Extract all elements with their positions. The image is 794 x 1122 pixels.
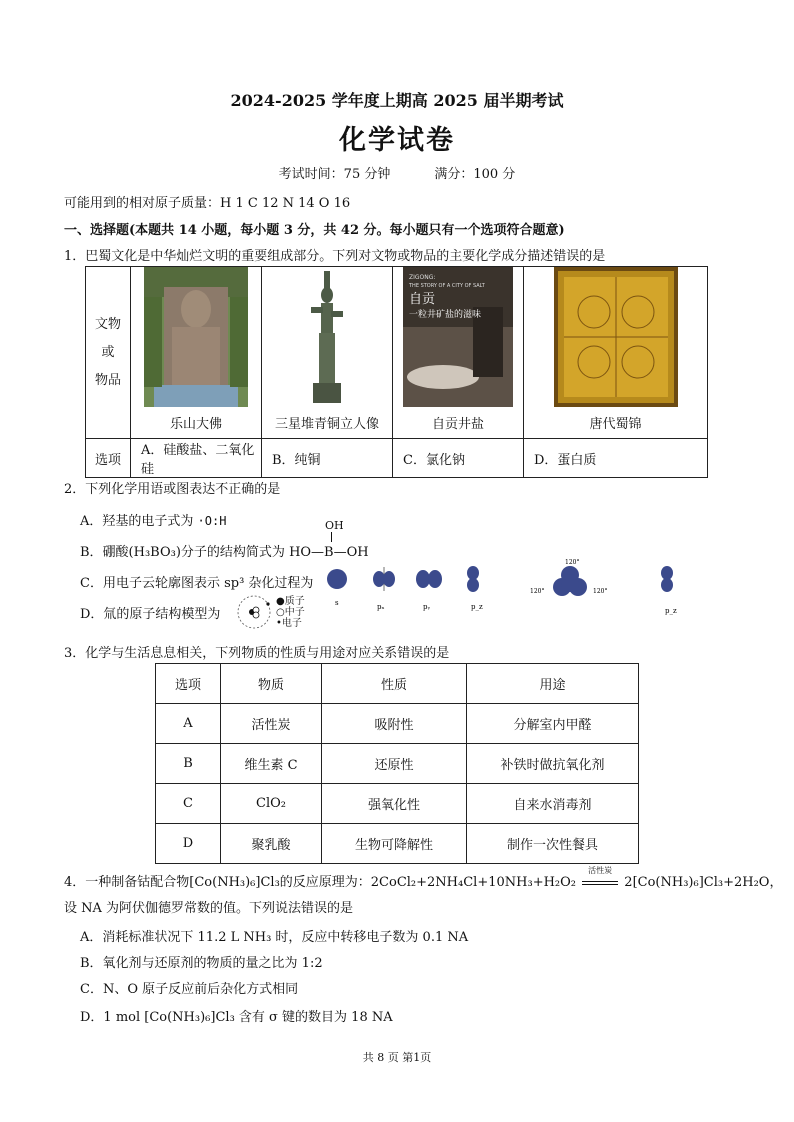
q2-option-b: B．硼酸(H₃BO₃)分子的结构简式为 HO—B—OH <box>80 545 369 560</box>
q4-option-a: A．消耗标准状况下 11.2 L NH₃ 时，反应中转移电子数为 0.1 NA <box>80 930 469 945</box>
full-score: 满分：100 分 <box>434 167 516 182</box>
s-orbital <box>327 569 347 589</box>
q2-option-a: A．羟基的电子式为 ·O:H <box>80 514 227 529</box>
table-header-row: 选项 物质 性质 用途 <box>156 664 639 704</box>
svg-text:p_z: p_z <box>471 603 483 611</box>
atomic-masses: 可能用到的相对原子质量：H 1 C 12 N 14 O 16 <box>64 196 351 211</box>
item-bronze-statue <box>262 267 393 439</box>
bronze-statue-image <box>275 267 379 407</box>
reaction-arrow: 活性炭 <box>580 876 620 890</box>
hydroxyl-electron-formula: ·O:H <box>197 514 227 528</box>
shu-brocade-image <box>554 267 678 407</box>
item-label: 自贡井盐 <box>431 417 484 432</box>
item-label: 三星堆青铜立人像 <box>274 417 379 432</box>
option-d: D．蛋白质 <box>524 439 708 478</box>
pz-orbital-2-lobe-bottom <box>661 578 673 592</box>
question-3-table <box>155 663 639 864</box>
exam-title: 2024-2025 学年度上期高 2025 届半期考试 <box>230 91 564 110</box>
q2-option-c: C．用电子云轮廓图表示 sp³ 杂化过程为 <box>80 576 314 591</box>
svg-text:120°: 120° <box>593 588 608 595</box>
page-footer: 共 8 页 第1页 <box>362 1051 432 1064</box>
q4-option-d: D．1 mol [Co(NH₃)₆]Cl₃ 含有 σ 键的数目为 18 NA <box>80 1010 393 1025</box>
row-header: 文物 或 物品 <box>86 267 131 439</box>
q2-option-d: D．氚的原子结构模型为 <box>80 607 221 622</box>
option-b: B．纯铜 <box>262 439 393 478</box>
svg-text:ZIGONG:: ZIGONG: <box>409 274 436 281</box>
table-row: C ClO₂ 强氧化性 自来水消毒剂 <box>156 784 639 824</box>
py-orbital-lobe-left <box>416 570 430 588</box>
svg-text:自贡: 自贡 <box>409 292 436 307</box>
tritium-legend: ●质子 ○中子 •电子 <box>276 596 305 629</box>
question-4-stem-line-2: 设 NA 为阿伏伽德罗常数的值。下列说法错误的是 <box>64 901 354 916</box>
svg-text:120°: 120° <box>530 588 545 595</box>
px-orbital-lobe-right <box>383 571 395 587</box>
pz-orbital-2-lobe-top <box>661 566 673 580</box>
question-2-stem: 2．下列化学用语或图表达不正确的是 <box>64 482 281 497</box>
svg-text:一粒井矿盐的滋味: 一粒井矿盐的滋味 <box>409 310 482 320</box>
sp3-lobe-4 <box>561 574 579 592</box>
item-zigong-salt <box>393 267 524 439</box>
item-shu-brocade <box>524 267 708 439</box>
svg-text:120°: 120° <box>565 559 580 566</box>
item-label: 乐山大佛 <box>169 417 222 432</box>
item-label: 唐代蜀锦 <box>589 417 642 432</box>
table-row: A 活性炭 吸附性 分解室内甲醛 <box>156 704 639 744</box>
svg-text:pᵧ: pᵧ <box>423 603 431 611</box>
pz-orbital-lobe-top <box>467 566 479 580</box>
pz-orbital-lobe-bottom <box>467 578 479 592</box>
svg-text:s: s <box>335 599 339 607</box>
svg-text:THE STORY OF A CITY OF SALT: THE STORY OF A CITY OF SALT <box>409 283 485 289</box>
option-a: A．硅酸盐、二氧化硅 <box>131 439 262 478</box>
boric-acid-top-oh: OH <box>325 519 344 532</box>
section-heading: 一、选择题(本题共 14 小题，每小题 3 分，共 42 分。每小题只有一个选项符合题意) <box>64 223 565 238</box>
q4-option-b: B．氧化剂与还原剂的物质的量之比为 1:2 <box>80 956 323 971</box>
exam-time: 考试时间：75 分钟 <box>278 167 391 182</box>
table-row: B 维生素 C 还原性 补铁时做抗氧化剂 <box>156 744 639 784</box>
svg-text:p_z: p_z <box>665 607 677 615</box>
subject-title: 化学试卷 <box>339 125 455 156</box>
q4-option-c: C．N、O 原子反应前后杂化方式相同 <box>80 982 299 997</box>
option-header: 选项 <box>86 439 131 478</box>
py-orbital-lobe-right <box>428 570 442 588</box>
option-c: C．氯化钠 <box>393 439 524 478</box>
question-1-table <box>85 266 708 478</box>
zigong-salt-image <box>403 267 513 407</box>
leshan-buddha-image <box>144 267 248 407</box>
question-1-stem: 1．巴蜀文化是中华灿烂文明的重要组成部分。下列对文物或物品的主要化学成分描述错误的是 <box>64 249 606 264</box>
svg-text:pₓ: pₓ <box>377 603 385 611</box>
question-3-stem: 3．化学与生活息息相关，下列物质的性质与用途对应关系错误的是 <box>64 646 450 661</box>
sp3-hybridization-diagram <box>325 559 705 617</box>
boric-acid-structure: HO—B—OH <box>289 545 369 560</box>
exam-meta <box>0 163 794 182</box>
question-4-stem-line-1: 4．一种制备钴配合物[Co(NH₃)₆]Cl₃的反应原理为：2CoCl₂+2NH₄Cl+10NH₃+H₂O₂ 活性炭 2[Co(NH₃)₆]Cl₃+2H₂O， <box>64 865 783 890</box>
tritium-atom-model <box>236 594 272 630</box>
item-leshan-buddha <box>131 267 262 439</box>
table-row: D 聚乳酸 生物可降解性 制作一次性餐具 <box>156 824 639 864</box>
